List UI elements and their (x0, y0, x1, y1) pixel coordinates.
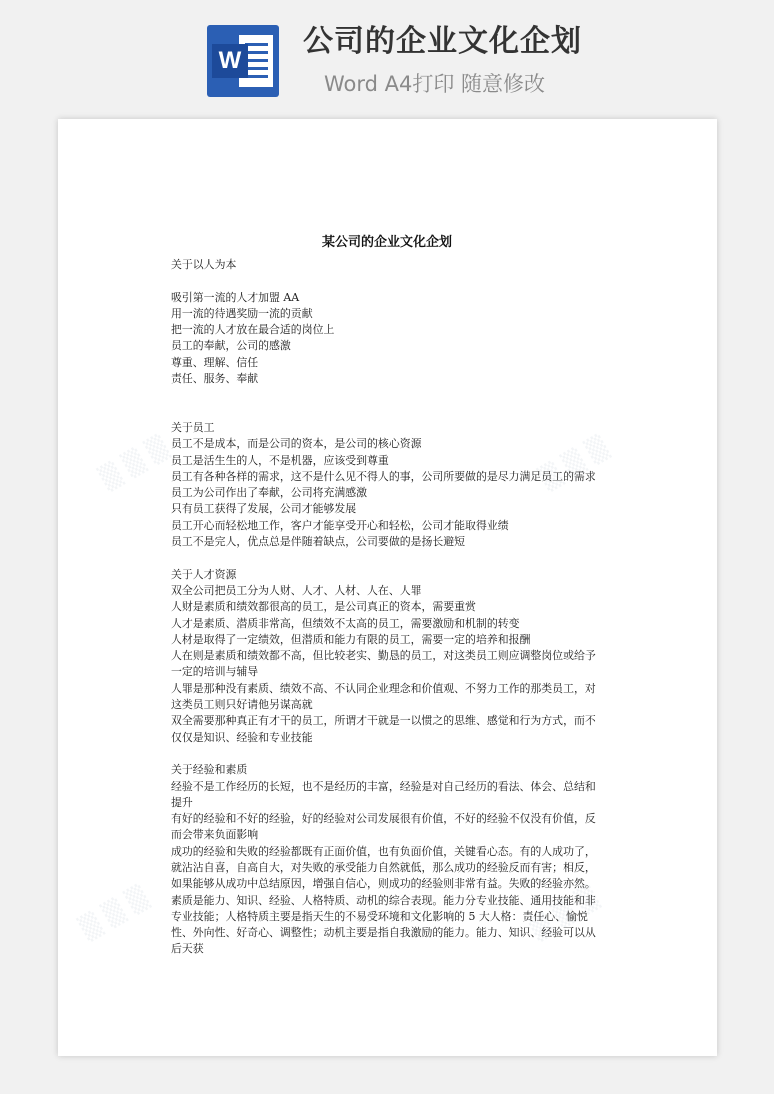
paragraph-line: 责任、服务、奉献 (171, 372, 259, 386)
paragraph-line: 人在则是素质和绩效都不高，但比较老实、勤恳的员工，对这类员工则应调整岗位或给予一定的培训与辅导 (171, 649, 596, 679)
paragraph-line: 素质是能力、知识、经验、人格特质、动机的综合表现。能力分专业技能、通用技能和非专业技能；人格特质主要是指天生的不易受环境和文化影响的 5 大人格：责任心、愉悦性、外向性、好奇心、调整性；动机主要是指自我激励的能力。能力、知识、经验可以从后天获 (171, 893, 596, 956)
paragraph-line: 把一流的人才放在最合适的岗位上 (171, 323, 335, 337)
watermark: ▒ ▒ ▒ (95, 432, 173, 494)
paragraph-line: 员工为公司作出了奉献，公司将充满感激 (171, 486, 368, 500)
paragraph-line: 吸引第一流的人才加盟 AA (171, 290, 300, 304)
paragraph-line: 尊重、理解、信任 (171, 355, 259, 369)
section-heading: 关于以人为本 (171, 258, 237, 271)
paragraph-line: 员工不是完人，优点总是伴随着缺点，公司要做的是扬长避短 (171, 535, 466, 549)
paragraph-line: 双全公司把员工分为人财、人才、人材、人在、人罪 (171, 583, 422, 597)
paragraph-line: 只有员工获得了发展，公司才能够发展 (171, 502, 357, 516)
watermark: ▒ ▒ ▒ (525, 882, 603, 944)
paragraph-line: 用一流的待遇奖励一流的贡献 (171, 306, 313, 320)
paragraph-line: 人才是素质、潜质非常高，但绩效不太高的员工，需要激励和机制的转变 (171, 616, 520, 630)
header-title: 公司的企业文化企划 (303, 24, 582, 59)
paragraph-line: 有好的经验和不好的经验，好的经验对公司发展很有价值，不好的经验不仅没有价值，反而会带来负面影响 (171, 812, 596, 842)
section-heading: 关于经验和素质 (171, 763, 248, 777)
word-document-icon (207, 25, 279, 97)
paragraph-line: 经验不是工作经历的长短，也不是经历的丰富，经验是对自己经历的看法、体会、总结和提升 (171, 779, 596, 809)
word-icon-letter: W (212, 44, 248, 78)
document-title: 某公司的企业文化企划 (321, 235, 452, 250)
paragraph-line: 人罪是那种没有素质、绩效不高、不认同企业理念和价值观、不努力工作的那类员工，对这类员工则只好请他另谋高就 (171, 681, 596, 712)
paragraph-line: 人材是取得了一定绩效，但潜质和能力有限的员工，需要一定的培养和报酬 (171, 632, 531, 646)
watermark: ▒ ▒ ▒ (75, 882, 153, 944)
paragraph-line: 员工是活生生的人，不是机器，应该受到尊重 (171, 453, 389, 467)
section-heading: 关于员工 (171, 420, 215, 434)
preview-header (0, 0, 774, 118)
paragraph-line: 人财是素质和绩效都很高的员工，是公司真正的资本，需要重赏 (171, 600, 476, 614)
paragraph-line: 成功的经验和失败的经验都既有正面价值，也有负面价值，关键看心态。有的人成功了，就沾沾自喜，自高自大，对失败的承受能力自然就低，那么成功的经验反而有害；相反，如果能够从成功中总结原因，增强自信心，则成功的经验则非常有益。失败的经验亦然。 (171, 844, 596, 891)
paragraph-line: 员工不是成本，而是公司的资本，是公司的核心资源 (171, 437, 422, 451)
section-heading: 关于人才资源 (171, 567, 237, 581)
paragraph-line: 员工有各种各样的需求，这不是什么见不得人的事，公司所要做的是尽力满足员工的需求 (171, 469, 596, 483)
watermark: ▒ ▒ ▒ (535, 432, 613, 494)
paragraph-line: 双全需要那种真正有才干的员工，所谓才干就是一以惯之的思维、感觉和行为方式，而不仅仅是知识、经验和专业技能 (171, 714, 596, 744)
paragraph-line: 员工的奉献，公司的感激 (171, 339, 291, 353)
paragraph-line: 员工开心而轻松地工作，客户才能享受开心和轻松，公司才能取得业绩 (171, 518, 509, 532)
header-subtitle: Word A4打印 随意修改 (324, 72, 546, 96)
document-body (171, 231, 603, 958)
document-page (58, 119, 717, 1056)
